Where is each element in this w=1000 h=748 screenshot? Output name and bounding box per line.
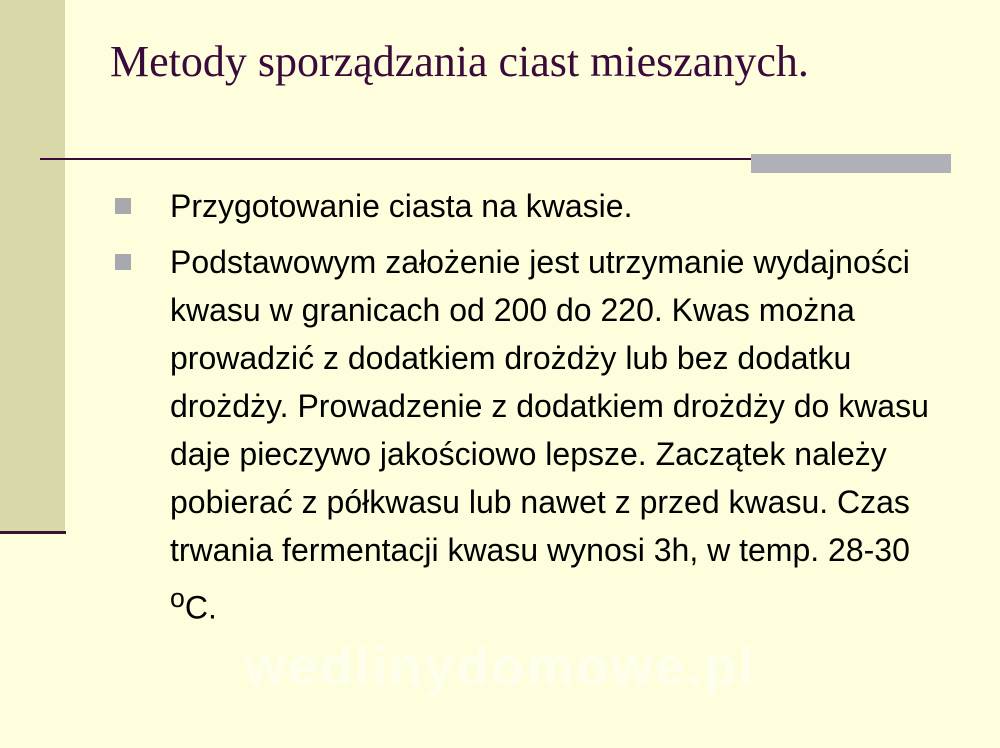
bullet-list [110, 182, 960, 640]
bullet-item [110, 238, 960, 632]
temperature-unit: C. [184, 589, 217, 626]
watermark: wedlinydomowe.pl [243, 637, 757, 697]
square-bullet-icon [115, 254, 131, 270]
side-band [0, 0, 65, 533]
side-band-divider [0, 531, 66, 534]
square-bullet-icon [115, 198, 131, 214]
degree-superscript: o [170, 583, 185, 613]
bullet-text: Podstawowym założenie jest utrzymanie wydajności kwasu w granicach od 200 do 220. Kwas można prowadzić z dodatkiem drożdży lub bez dodatku drożdży. Prowadzenie z dodatkiem drożdży do kwasu daje pieczywo jakościowo lepsze. Zaczątek należy pobierać z półkwasu lub nawet z przed kwasu. Czas trwania fermentacji kwasu wynosi 3h, w temp. 28-30 [170, 244, 929, 568]
slide-title: Metody sporządzania ciast mieszanych. [110, 37, 809, 86]
bullet-text: Przygotowanie ciasta na kwasie. [170, 188, 633, 224]
title-accent-bar [751, 154, 951, 173]
bullet-item [110, 182, 960, 230]
